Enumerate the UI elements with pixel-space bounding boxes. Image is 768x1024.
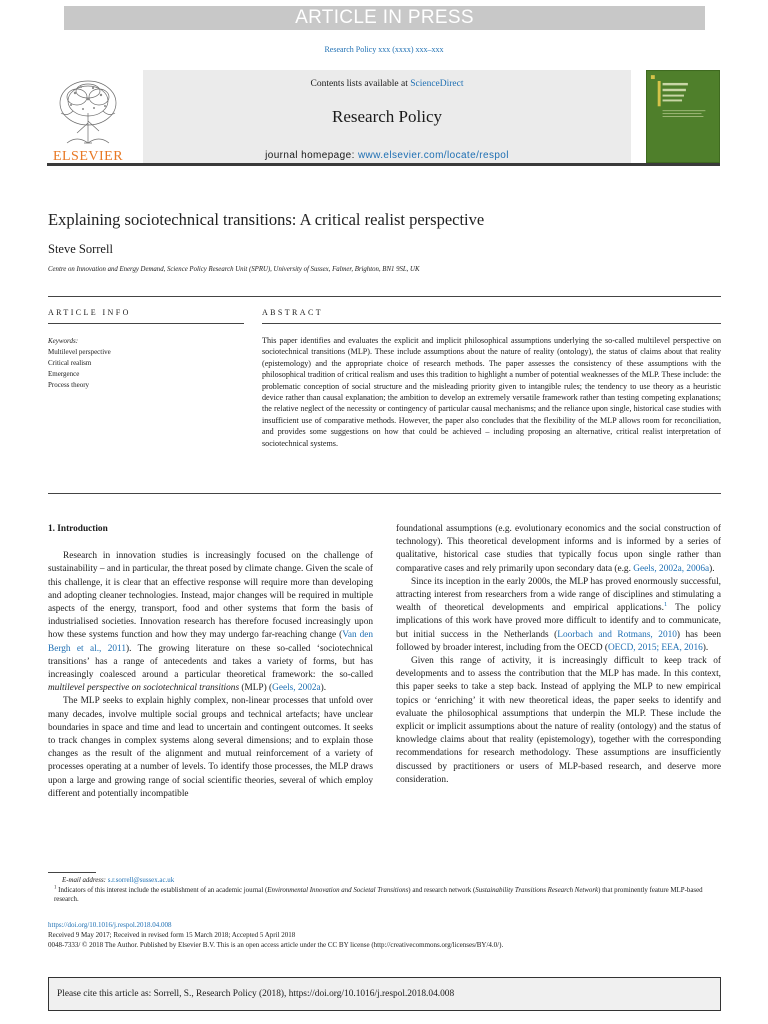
body-paragraph: Given this range of activity, it is increasingly difficult to keep track of developments and to assess the contribution that the MLP has made. In this context, this paper seeks to take a step back. Instead of applying the MLP to new empirical topics or ‘enriching’ it with new theoretical ideas, the paper seeks to identify and evaluate the philosophical assumptions that underpin the MLP. These include the explicit or implicit assumptions about the nature of reality (ontology) and the status of knowledge claims about that reality (epistemology), together with the corresponding recommendations for research methodology. These assumptions are insufficiently discussed by practitioners or users of MLP-based research, and deserve more consideration. bbox=[396, 656, 721, 785]
section-heading-introduction: 1. Introduction bbox=[48, 524, 108, 534]
body-paragraph: foundational assumptions (e.g. evolutionary economics and the social construction of technology). This theoretical development informs and is informed by a series of qualitative, historical case studies that typically focus upon single rather than comparative cases and rely primarily upon secondary data (e.g. Geels, 2002a, 2006a). bbox=[396, 524, 721, 574]
journal-homepage-line: journal homepage: www.elsevier.com/locate/respol bbox=[265, 150, 509, 161]
citation-notice-box bbox=[48, 977, 721, 1011]
author-affiliation: Centre on Innovation and Energy Demand, Science Policy Research Unit (SPRU), University of Sussex, Falmer, Brighton, BN1 9SL, UK bbox=[48, 266, 420, 273]
journal-reference-link[interactable]: Research Policy xxx (xxxx) xxx–xxx bbox=[324, 45, 444, 54]
citation-link[interactable]: Van den Bergh et al., 2011 bbox=[48, 630, 373, 654]
footnote-email: E-mail address: s.r.sorrell@sussex.ac.uk bbox=[62, 877, 175, 884]
body-paragraph: Research in innovation studies is increasingly focused on the challenge of sustainability – and in particular, the threat posed by climate change. Given the scale of this challenge, it is clear that an effective response will require more than developing and adopting cleaner technologies. Instead, major changes will be required in multiple aspects of the energy, transport, food and other systems that form the basis of industrialised societies. Innovation research has therefore focused increasingly upon how these systems function and how they may undergo far-reaching change (Van den Bergh et al., 2011). The growing literature on these so-called ‘sociotechnical transitions’ has a range of antecedents and takes a variety of forms, but has increasingly coalesced around a particular theoretical framework: the so-called multilevel perspective on sociotechnical transitions (MLP) (Geels, 2002a). bbox=[48, 551, 373, 694]
keyword-item: Multilevel perspective bbox=[48, 348, 111, 356]
sciencedirect-link[interactable]: ScienceDirect bbox=[410, 79, 464, 89]
footnote-1: $^1$ Indicators of this interest include the establishment of an academic journal (Environmental Innovation and Societal Transitions) and research network (Sustainability Transitions Research Network) that prominently feature MLP-based research. bbox=[54, 885, 703, 903]
author-name: Steve Sorrell bbox=[48, 242, 113, 256]
abstract-label: ABSTRACT bbox=[262, 308, 323, 317]
article-title: Explaining sociotechnical transitions: A critical realist perspective bbox=[48, 210, 485, 229]
doi-link[interactable]: https://doi.org/10.1016/j.respol.2018.04.008 bbox=[48, 921, 172, 929]
article-metadata bbox=[48, 920, 720, 951]
header-divider bbox=[48, 296, 721, 297]
abstract-divider bbox=[262, 323, 721, 324]
journal-cover-thumbnail[interactable] bbox=[646, 70, 720, 163]
journal-masthead bbox=[47, 70, 720, 166]
keywords-label: Keywords: bbox=[48, 337, 79, 345]
journal-title: Research Policy bbox=[332, 107, 442, 126]
body-paragraph: Since its inception in the early 2000s, the MLP has proved enormously successful, attracting interest from researchers from a wide range of disciplines and stimulating a wealth of theoretical developments and empirical applications.$^1$ The policy implications of this work have proved more difficult to identify and to communicate, but initial success in the Netherlands (Loorbach and Rotmans, 2010) has been followed by broader interest, including from the OECD (OECD, 2015; EEA, 2016). bbox=[396, 576, 721, 653]
journal-homepage-link[interactable]: www.elsevier.com/locate/respol bbox=[357, 150, 509, 161]
footnote-divider bbox=[48, 872, 96, 873]
body-column-right bbox=[396, 523, 721, 787]
masthead-center-panel bbox=[143, 70, 631, 163]
citation-link[interactable]: Geels, 2002a, 2006a bbox=[633, 563, 710, 574]
body-column-left bbox=[48, 523, 373, 801]
keyword-item: Process theory bbox=[48, 381, 90, 389]
elsevier-wordmark: ELSEVIER bbox=[52, 149, 124, 164]
contents-available-line: Contents lists available at ScienceDirect bbox=[310, 79, 464, 89]
footnote-ref-link[interactable]: 1 bbox=[663, 601, 668, 609]
article-in-press-banner: ARTICLE IN PRESS bbox=[64, 6, 705, 30]
footnotes bbox=[48, 876, 720, 905]
citation-link[interactable]: Geels, 2002a bbox=[272, 683, 321, 694]
keyword-item: Critical realism bbox=[48, 359, 92, 367]
article-info-label: ARTICLE INFO bbox=[48, 308, 131, 317]
citation-link[interactable]: OECD, 2015; EEA, 2016 bbox=[607, 642, 703, 653]
article-info-divider bbox=[48, 323, 244, 324]
keyword-item: Emergence bbox=[48, 370, 80, 378]
abstract-bottom-divider bbox=[48, 493, 721, 494]
email-link[interactable]: s.r.sorrell@sussex.ac.uk bbox=[107, 877, 175, 884]
license-line: 0048-7333/ © 2018 The Author. Published by Elsevier B.V. This is an open access article under the CC BY license (http://creativecommons.org/licenses/BY/4.0/). bbox=[48, 941, 504, 950]
citation-notice-text: Please cite this article as: Sorrell, S., Research Policy (2018), https://doi.org/10.1016/j.respol.2018.04.008 bbox=[57, 988, 455, 999]
keywords-list bbox=[48, 336, 111, 391]
body-paragraph: The MLP seeks to explain highly complex, non-linear processes that unfold over many decades, involve multiple social groups and technical artefacts; have unclear boundaries in space and time and lead to uncertain and contingent outcomes. It seeks to track changes in complex systems along several dimensions; and to explain those changes as the result of the alignment and mutual reinforcement of a variety of processes operating at a number of levels. To identify those processes, the MLP draws upon a large and growing range of social scientific theories, several of which employ different and potentially incompatible bbox=[48, 696, 373, 799]
received-dates: Received 9 May 2017; Received in revised form 15 March 2018; Accepted 5 April 2018 bbox=[48, 931, 296, 940]
abstract-text: This paper identifies and evaluates the explicit and implicit philosophical assumptions underlying the so-called multilevel perspective on sociotechnical transitions (MLP). These include assumptions about the nature of reality (ontology), the status of claims about that reality (epistemology) and the appropriate choice of research methods. The paper assesses the consistency of these assumptions with the philosophical tradition of critical realism and uses this tradition to highlight a number of potential weaknesses of the MLP. These include: the problematic conception of social structure and the misleading priority given to intangible rules; the tendency to use theory as a heuristic device rather than causal explanation; the ambition to develop an extremely versatile framework rather than testing competing explanations; the relative neglect of the necessity or contingency of particular causal mechanisms; and the reliance upon single, historical case studies with insufficient use of comparative methods. However, the paper also concludes that the flexibility of the MLP allows room for reconciliation, and provides some suggestions on how that could be achieved – including proposing an alternative, critical realist interpretation of sociotechnical systems. bbox=[262, 336, 721, 448]
citation-link[interactable]: Loorbach and Rotmans, 2010 bbox=[557, 629, 677, 640]
